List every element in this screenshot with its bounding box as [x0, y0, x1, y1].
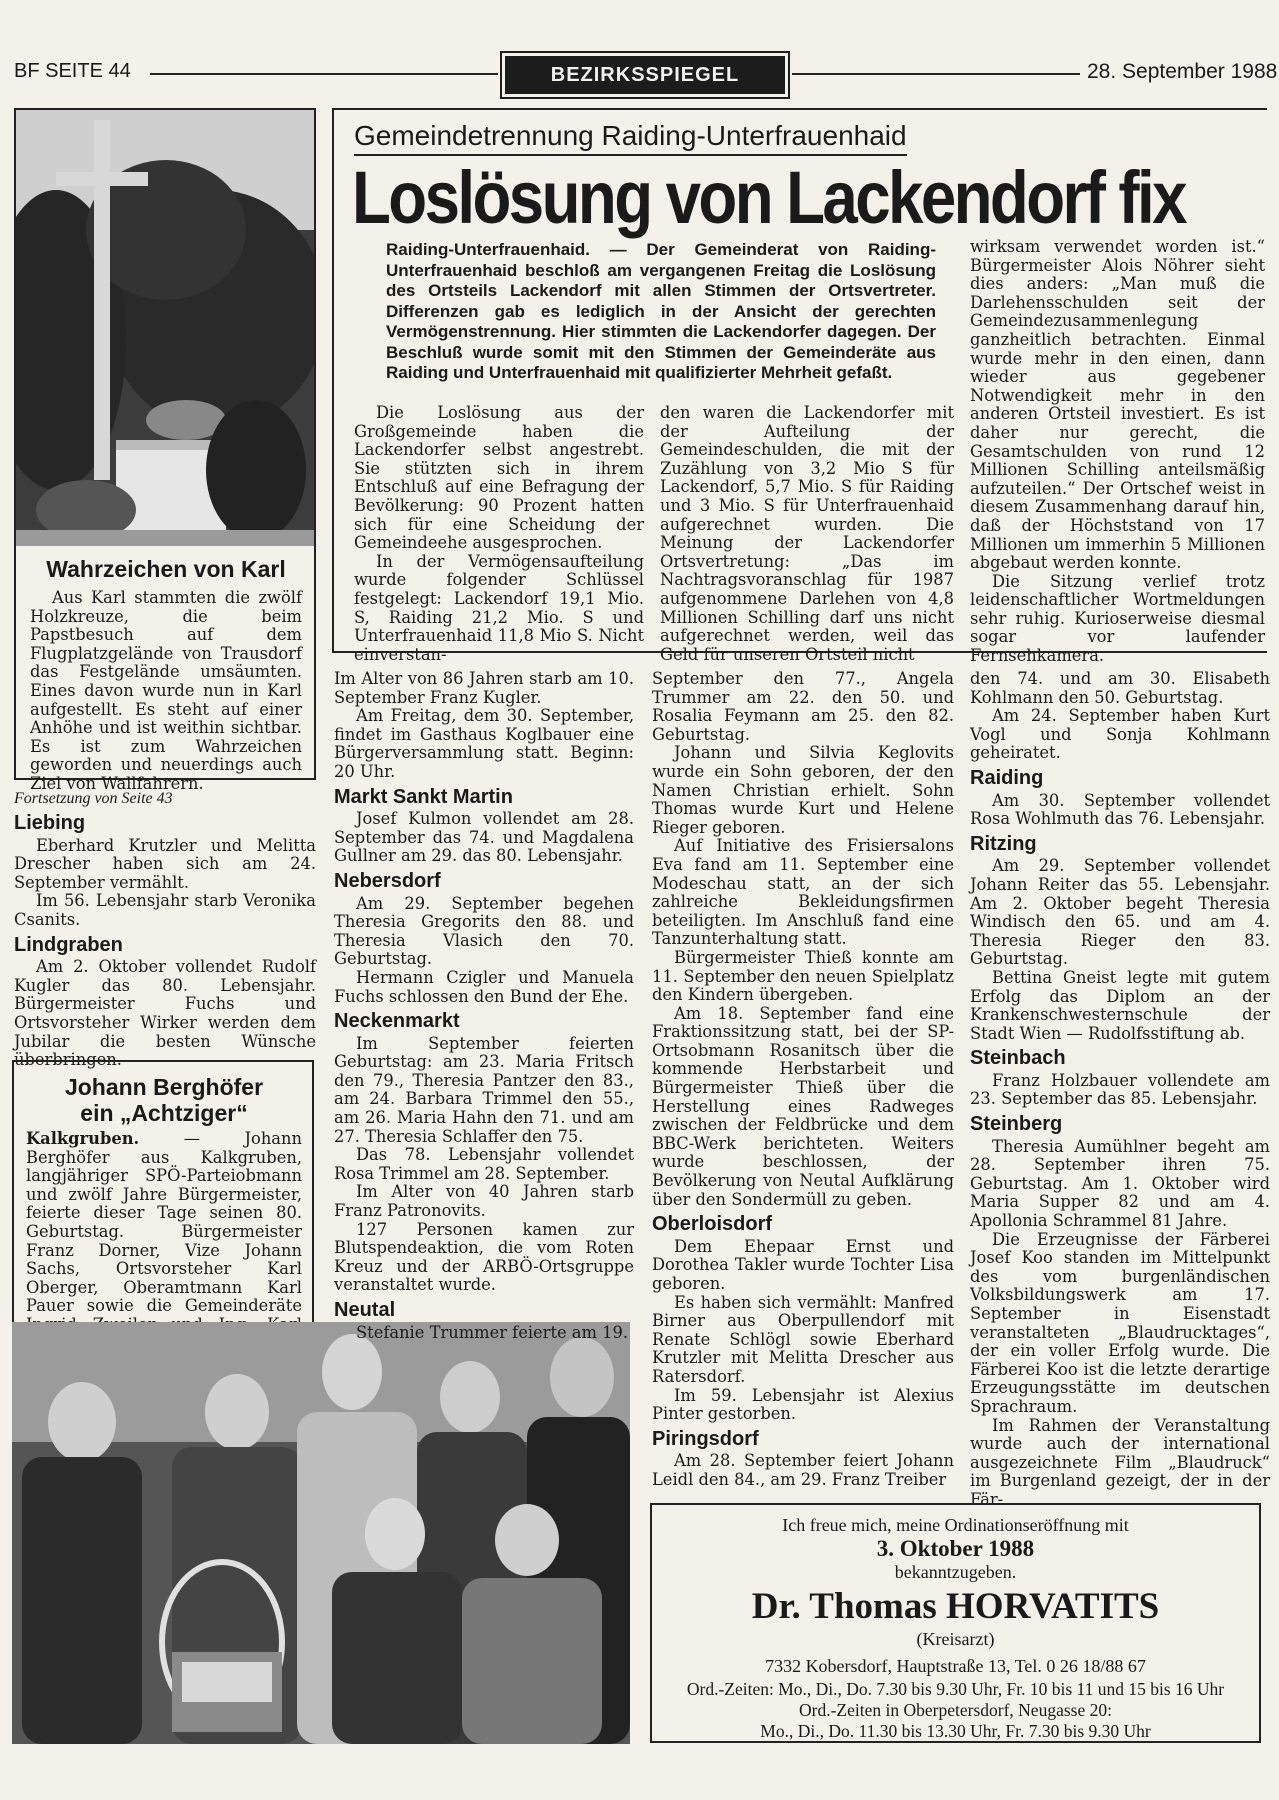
paragraph: In der Vermögensaufteilung wurde folgender Schlüssel festgelegt: Lackendorf 19,1 Mio. S, Raiding 21,2 Mio. S und Unterfrauenhaid 11,8 Mio S. Nicht einverstan-	[354, 551, 644, 664]
heading-ritzing: Ritzing	[970, 832, 1037, 855]
page-label: BF SEITE 44	[14, 60, 131, 82]
paragraph: September den 77., Angela Trummer am 22. den 50. und Rosalia Feymann am 25. den 82. Geburtstag.	[652, 669, 954, 744]
box-text: — Johann Berghöfer aus Kalkgruben, langjähriger SPÖ-Parteiobmann und zwölf Jahre Bürgermeister, feierte dieser Tage seinen 80. Geburtstag. Bürgermeister Franz Dorner, Vize Johann Sachs, Ortsvorsteher Karl Oberger, Oberamtmann Karl Pauer sowie die Gemeinderäte	[26, 1129, 302, 1316]
heading-piringsdorf: Piringsdorf	[652, 1427, 759, 1450]
paragraph: Am 18. September fand eine Fraktionssitzung statt, bei der SP-Ortsobmann Rosanitsch über die kommende Herbstarbeit und Bürgermeister Thieß über die Herstellung eines Radweges zwischen der Feldbrücke und dem BBC-Werk berichteten. Weiters wurde beschlossen, der Bevölkerung von Neutal Aufklärung über den Sondermüll zu geben.	[652, 1003, 954, 1209]
paragraph: Im September feierten Geburtstag: am 23. Maria Fritsch den 79., Theresia Pantzer den 83., am 24. Barbara Trimmel den 55., am 26. Maria Hahn den 71. und am 27. Theresia Schlaffer den 75.	[334, 1033, 634, 1146]
paragraph: Bettina Gneist legte mit gutem Erfolg das Diplom an der Krankenschwesternschule der Stadt Wien — Rudolfsstiftung ab.	[970, 967, 1270, 1043]
paragraph: Johann und Silvia Keglovits wurde ein Sohn geboren, der den Namen Christian erhielt. Sohn Thomas wurde Kurt und Helene Rieger geboren.	[652, 743, 954, 837]
continuation-note: Fortsetzung von Seite 43	[14, 790, 173, 807]
paragraph: Dem Ehepaar Ernst und Dorothea Takler wurde Tochter Lisa geboren.	[652, 1236, 954, 1293]
photo-caption-title: Wahrzeichen von Karl	[46, 556, 286, 582]
doctor-ad-box	[650, 1503, 1261, 1743]
paragraph: Im 56. Lebensjahr starb Veronika Csanits.	[14, 891, 316, 929]
paragraph: den waren die Lackendorfer mit der Aufteilung der Gemeindeschulden, die mit der Zuzählung von 3,2 Mio S für Lackendorf, 5,7 Mio. S für Raiding und 3 Mio. S für Unterfrauenhaid aufgerechnet wurden. Die Meinung der Lackendorfer Ortsvertretung: „Das im Nachtragsvoranschlag für 1987 aufgenommene Darlehen von 4,8 Millionen Schilling darf uns nicht aufgerechnet werden, weil das Geld für unseren Ortsteil nicht	[660, 403, 954, 664]
heading-neutal: Neutal	[334, 1299, 396, 1321]
section-masthead: BEZIRKSSPIEGEL	[505, 56, 785, 94]
ad-address: 7332 Kobersdorf, Hauptstraße 13, Tel. 0 26 18/88 67	[765, 1656, 1146, 1676]
group-photo	[12, 1322, 630, 1744]
paragraph: Hermann Czigler und Manuela Fuchs schlossen den Bund der Ehe.	[334, 967, 634, 1006]
lead-story-box	[332, 108, 1267, 666]
header-rule-right	[792, 73, 1080, 75]
berghoefer-box	[12, 1060, 314, 1362]
ad-hours-1: Ord.-Zeiten: Mo., Di., Do. 7.30 bis 9.30 Uhr, Fr. 10 bis 11 und 15 bis 16 Uhr	[686, 1679, 1225, 1699]
ad-hours-2: Ord.-Zeiten in Oberpetersdorf, Neugasse 20:	[799, 1700, 1112, 1720]
paragraph: Im Rahmen der Veranstaltung wurde auch der international ausgezeichnete Film „Blaudruck“ im Burgenland gezeigt, der in der Fär-	[970, 1415, 1270, 1509]
heading-markt-sankt-martin: Markt Sankt Martin	[334, 785, 513, 808]
news-column-2	[652, 670, 954, 1490]
paragraph: Im Alter von 86 Jahren starb am 10. September Franz Kugler.	[334, 669, 634, 707]
heading-neckenmarkt: Neckenmarkt	[334, 1010, 460, 1033]
paragraph: Das 78. Lebensjahr vollendet Rosa Trimmel am 28. September.	[334, 1145, 634, 1183]
paragraph: Auf Initiative des Frisiersalons Eva fand am 11. September eine Modeschau statt, an der sich zahlreiche Bekleidungsfirmen beteiligten. Im Anschluß fand eine Tanzunterhaltung statt.	[652, 836, 954, 949]
paragraph: Am 2. Oktober vollendet Rudolf Kugler das 80. Lebensjahr. Bürgermeister Fuchs und Ortsvorsteher Wirker werden dem Jubilar die besten Wünsche überbringen.	[14, 957, 316, 1070]
group-photo-image	[12, 1322, 630, 1744]
box-dateline: Kalkgruben.	[26, 1129, 140, 1148]
header-rule-left	[150, 73, 498, 75]
paragraph: Die Erzeugnisse der Färberei Josef Koo standen im Mittelpunkt des vom burgenländischen Volksbildungswerk am 17. September in Eisenstadt veranstalteten „Blaudrucktages“, der ein voller Erfolg wurde. Die Färberei Koo ist die letzte derartige Erzeugungsstätte im deutschen Sprachraum.	[970, 1229, 1270, 1416]
news-column-3	[970, 670, 1270, 1510]
paragraph: Bürgermeister Thieß konnte am 11. September den neuen Spielplatz den Kindern übergeben.	[652, 947, 954, 1005]
ad-doctor-name: Dr. Thomas HORVATITS	[751, 1586, 1160, 1627]
paragraph: Die Sitzung verlief trotz leidenschaftlicher Wortmeldungen sehr ruhig. Kurioserweise diesmal sogar vor laufender Fernsehkamera.	[970, 571, 1265, 666]
cross-photo-box	[14, 108, 316, 793]
paragraph: Franz Holzbauer vollendete am 23. September das 85. Lebensjahr.	[970, 1070, 1270, 1109]
ad-line-2: bekanntzugeben.	[894, 1562, 1017, 1582]
paragraph: wirksam verwendet worden ist.“ Bürgermeister Alois Nöhrer sieht dies anders: „Man muß die Darlehensschulden seit der Gemeindezusammenlegung ganzheitlich betrachten. Einmal wurde mehr in den einen, dann wieder aus gegebener Notwendigkeit mehr in den anderen Ortsteil investiert. Es ist daher nur gerecht, die Gesamtschulden von rund 12 Millionen Schilling anteilsmäßig aufzuteilen.“ Der Ortschef weist in diesem Zusammenhang darauf hin, daß der Höchststand von 17 Millionen um immerhin 5 Millionen abgebaut werden konnte.	[970, 237, 1265, 573]
cross-photo	[16, 110, 314, 546]
ad-date: 3. Oktober 1988	[876, 1536, 1035, 1561]
paragraph: Eberhard Krutzler und Melitta Drescher haben sich am 24. September vermählt.	[14, 835, 316, 892]
heading-lindgraben: Lindgraben	[14, 933, 123, 956]
paragraph: Am Freitag, dem 30. September, findet im Gasthaus Koglbauer eine Bürgerversammlung statt. Beginn: 20 Uhr.	[334, 706, 634, 781]
paragraph: Theresia Aumühlner begeht am 28. September ihren 75. Geburtstag. Am 1. Oktober wird Maria Supper 82 und am 4. Apollonia Schrammel 81 Jahre.	[970, 1136, 1270, 1231]
paragraph: Stefanie Trummer feierte am 19.	[356, 1322, 629, 1342]
paragraph: Im Alter von 40 Jahren starb Franz Patronovits.	[334, 1182, 634, 1221]
paragraph: Am 29. September begehen Theresia Gregorits den 88. und Theresia Vlasich den 70. Geburtstag.	[334, 893, 634, 969]
ad-hours-3: Mo., Di., Do. 11.30 bis 13.30 Uhr, Fr. 7.30 bis 9.30 Uhr	[760, 1721, 1151, 1741]
story-lead-paragraph: Raiding-Unterfrauenhaid. — Der Gemeinderat von Raiding-Unterfrauenhaid beschloß am vergangenen Freitag die Loslösung des Ortsteils Lackendorf mit allen Stimmen der Ortsvertreter. Differenzen gab es lediglich in der Ansicht der gerechten Vermögenstrennung. Hier stimmten die Lackendorfer dagegen. Der Beschluß wurde somit mit den Stimmen der Gemeinderäte aus Raiding und Unterfrauenhaid mit qualifizierter Mehrheit gefaßt.	[386, 240, 936, 382]
paragraph: 127 Personen kamen zur Blutspendeaktion, die vom Roten Kreuz und der ARBÖ-Ortsgruppe veranstaltet wurde.	[334, 1219, 634, 1295]
story-headline: Loslösung von Lackendorf fix	[352, 156, 1185, 239]
paragraph: Am 28. September feiert Johann Leidl den 84., am 29. Franz Treiber	[652, 1451, 954, 1489]
heading-nebersdorf: Nebersdorf	[334, 869, 441, 892]
paragraph: Am 24. September haben Kurt Vogl und Sonja Kohlmann geheiratet.	[970, 706, 1270, 763]
paragraph: Es haben sich vermählt: Manfred Birner aus Oberpullendorf mit Renate Schlögl sowie Eberhard Krutzler mit Melitta Drescher aus Ratersdorf.	[652, 1292, 954, 1386]
heading-raiding: Raiding	[970, 766, 1044, 789]
paragraph: Josef Kulmon vollendet am 28. September das 74. und Magdalena Gullner am 29. das 80. Lebensjahr.	[334, 809, 634, 866]
heading-steinbach: Steinbach	[970, 1047, 1066, 1070]
ad-role: (Kreisarzt)	[916, 1629, 995, 1649]
paragraph: den 74. und am 30. Elisabeth Kohlmann den 50. Geburtstag.	[970, 669, 1270, 707]
photo-caption-text: Aus Karl stammten die zwölf Holzkreuze, die beim Papstbesuch auf dem Flugplatzgelände von Trausdorf das Festgelände umsäumten. Eines davon wurde nun in Karl aufgestellt. Es steht auf einer Anhöhe und ist weithin sichtbar. Es ist zum Wahrzeichen geworden und neuerdings auch Ziel von Wallfahrern.	[30, 588, 302, 793]
story-kicker: Gemeindetrennung Raiding-Unterfrauenhaid	[354, 120, 907, 156]
box-title-line-2: ein „Achtziger“	[80, 1100, 248, 1126]
ad-intro: Ich freue mich, meine Ordinationseröffnung mit	[782, 1515, 1129, 1535]
heading-liebing: Liebing	[14, 812, 86, 834]
paragraph: Im 59. Lebensjahr ist Alexius Pinter gestorben.	[652, 1385, 954, 1424]
heading-oberloisdorf: Oberloisdorf	[652, 1213, 773, 1236]
news-column-1	[334, 670, 634, 1342]
cross-photo-image	[16, 110, 314, 546]
issue-date: 28. September 1988	[1087, 60, 1278, 83]
heading-steinberg: Steinberg	[970, 1113, 1063, 1136]
paragraph: Am 30. September vollendet Rosa Wohlmuth das 76. Lebensjahr.	[970, 790, 1270, 829]
box-title-line-1: Johann Berghöfer	[64, 1074, 264, 1100]
paragraph: Die Loslösung aus der Großgemeinde haben die Lackendorfer selbst angestrebt. Sie stützten sich in ihrem Entschluß auf eine Befragung der Bevölkerung: 90 Prozent hatten sich für eine Scheidung der Gemeindeehe ausgesprochen.	[354, 403, 644, 553]
paragraph: Am 29. September vollendet Johann Reiter das 55. Lebensjahr. Am 2. Oktober begeht Theresia Windisch den 65. und am 4. Theresia Rieger den 83. Geburtstag.	[970, 856, 1270, 969]
